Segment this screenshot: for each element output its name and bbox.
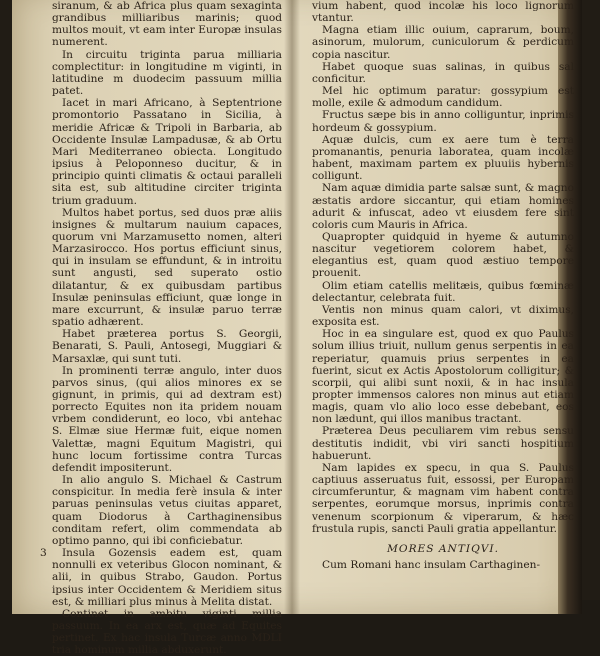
left-column: [52, 0, 282, 656]
paragraph: siranum, & ab Africa plus quam sexaginta grandibus milliaribus marinis; quod multos mouit, vt eam inter Europæ insulas numerent.: [52, 0, 282, 49]
paragraph: Habet præterea portus S. Georgii, Benarati, S. Pauli, Antosegi, Muggiari & Marsaxlæ, qui sunt tuti.: [52, 328, 282, 365]
paragraph: 3 Insula Gozensis eadem est, quam nonnulli ex veteribus Glocon nominant, & alii, in quibus Strabo, Gaudon. Portus ipsius inter Occidentem & Meridiem situs est, & milliari plus minus à Melita distat.: [52, 547, 282, 608]
paragraph: vium habent, quod incolæ his loco lignorum vtantur.: [312, 0, 574, 25]
paragraph: Aquæ dulcis, cum ex aere tum è terra promanantis, penuria laboratea, quam incolæ habent, maximam partem ex pluuiis hybernis colligunt.: [312, 133, 574, 183]
paragraph: Mel hic optimum paratur: gossypium est molle, exile & admodum candidum.: [312, 85, 574, 110]
paragraph: Magna etiam illic ouium, caprarum, boum, asinorum, mulorum, cuniculorum & perdicum copia nascitur.: [312, 24, 574, 61]
paragraph: In circuitu triginta parua milliaria complectitur: in longitudine m viginti, in latitudine m duodecim passuum millia patet.: [52, 48, 282, 98]
paragraph: Quapropter quidquid in hyeme & autumno nascitur vegetiorem colorem habet, & elegantius est, quam quod æstiuo tempore prouenit.: [312, 230, 574, 280]
paragraph: In prominenti terræ angulo, inter duos parvos sinus, (qui alios minores ex se gignunt, in primis, qui ad dextram est) porrecto Equites non ita pridem nouam vrbem condiderunt, eo loco, vbi antehac S. Elmæ siue Hermæ fuit, eique nomen Valettæ, magni Equitum Magistri, qui hunc locum fortissime contra Turcas defendit impositerunt.: [52, 364, 282, 474]
paragraph: Hoc in ea singulare est, quod ex quo Paulus solum illius triuit, nullum genus serpentis in ea reperiatur, quamuis prius serpentes in ea fuerint, sicut ex Actis Apostolorum colligitur; & scorpii, qui alibi sunt noxii, & in hac insula propter immensos calores non minus aut etiam magis, quam vlo alio loco esse debebant, eos non lædunt, qui illos manibus tractant.: [312, 328, 574, 426]
paragraph: Fructus sæpe bis in anno colliguntur, inprimis hordeum & gossypium.: [312, 109, 574, 134]
section-heading: MORES ANTIQVI.: [387, 542, 499, 555]
paragraph: Iacet in mari Africano, à Septentrione promontorio Passatano in Sicilia, à meridie Africæ & Tripoli in Barbaria, ab Occidente Insulæ Lampadusæ, & ab Ortu Mari Mediterraneo obiecta. Longitudo ipsius à Peloponneso ducitur, & in principio quinti climatis & octaui paralleli sita est, sub altitudine circiter triginta trium graduum.: [52, 97, 282, 207]
paragraph: Ventis non minus quam calori, vt diximus, exposita est.: [312, 303, 574, 329]
paragraph: In alio angulo S. Michael & Castrum conspicitur. In media ferè insula & inter paruas peninsulas vetus ciuitas apparet, quam Diodorus à Carthaginensibus conditam refert, olim commendata ab optimo panno, qui ibi conficiebatur.: [52, 474, 282, 547]
right-column: [312, 0, 574, 571]
paragraph: Nam aquæ dimidia parte salsæ sunt, & magno æstatis ardore siccantur, qui etiam homines adurit & infuscat, adeo vt eiusdem fere sint coloris cum Mauris in Africa.: [312, 182, 574, 231]
paragraph: Præterea Deus peculiarem vim rebus sensu destitutis indidit, vbi viri sancti hospitium habuerunt.: [312, 425, 574, 462]
paragraph: Olim etiam catellis melitæis, quibus fœminæ delectantur, celebrata fuit.: [312, 279, 574, 304]
paragraph: Nam lapides ex specu, in qua S. Paulus captiuus asseruatus fuit, essossi, per Europam circumferuntur, & magnam vim habent contra serpentes, eorumque morsus, inprimis contra venenum scorpionum & viperarum, & hæc frustula rupis, sancti Pauli gratia appellantur.: [312, 461, 574, 535]
paragraph: Habet quoque suas salinas, in quibus sal conficitur.: [312, 60, 574, 85]
paragraph: Multos habet portus, sed duos præ aliis insignes & multarum nauium capaces, quorum vni Marzamusetto nomen, alteri Marzasirocco. Hos portus efficiunt sinus, qui in insulam se effundunt, & in introitu sunt angusti, sed superato ostio dilatantur, & ex quibusdam partibus Insulæ peninsulas efficiunt, quæ longe in mare excurrunt, & insulæ paruo terræ spatio adhærent.: [52, 206, 282, 329]
paragraph: Continet in ambitu viginti millia passuum. In ea arx est, quæ ad Equites pertinet. Ex hac insula Turcæ anno MDLI tria hominum millia abduxerunt.: [52, 607, 282, 656]
book-page: [12, 0, 582, 656]
paragraph: Cum Romani hanc insulam Carthaginen-: [322, 559, 541, 572]
book-gutter: [284, 0, 300, 614]
